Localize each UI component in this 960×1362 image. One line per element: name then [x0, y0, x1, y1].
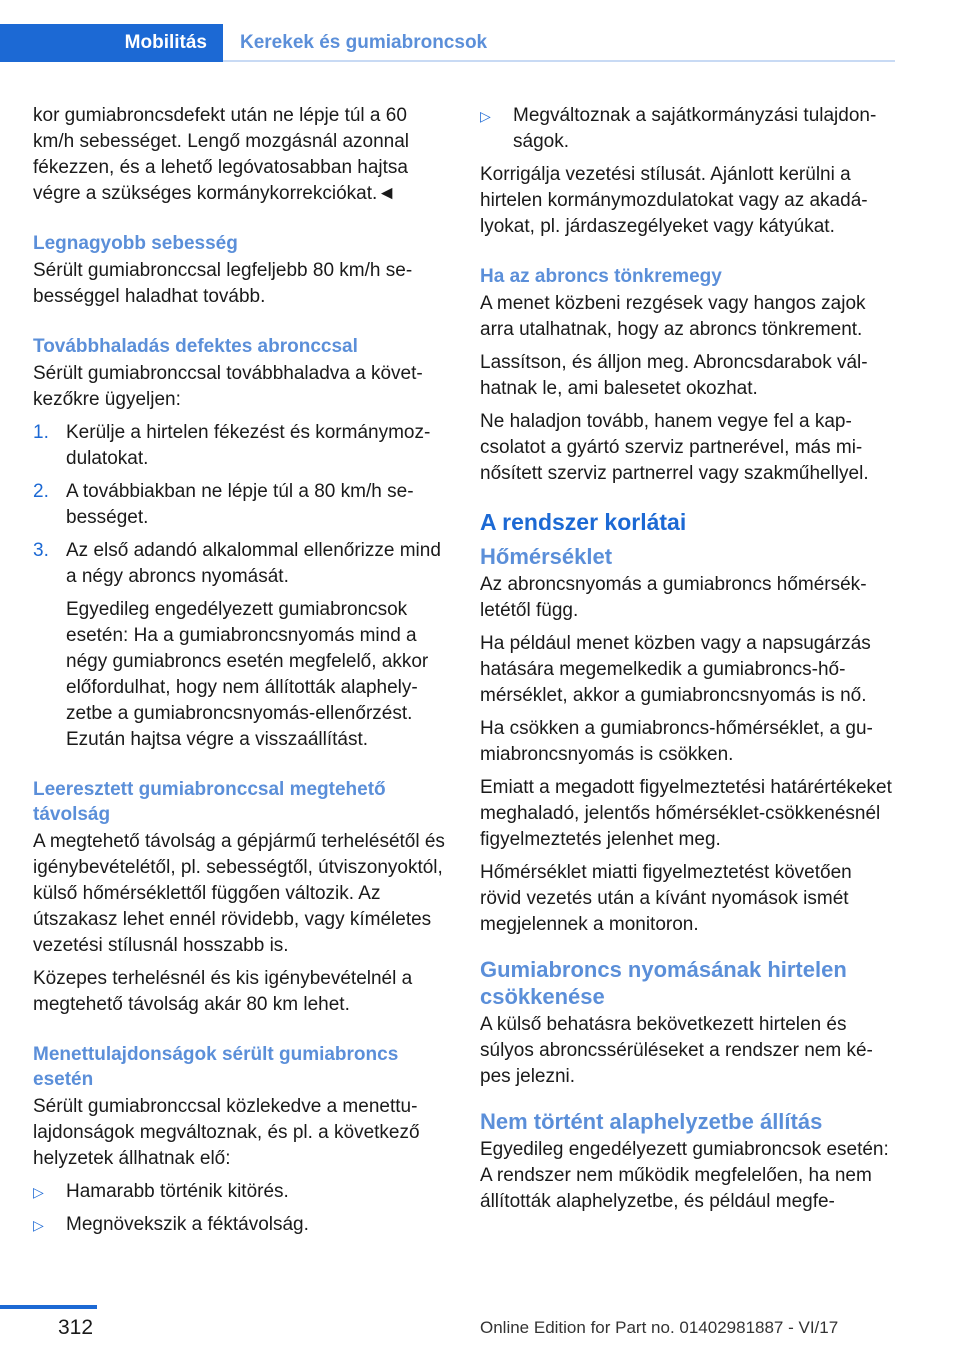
- handling-advice: Korrigálja vezetési stílusát. Ajánlott kerülni a hirtelen kormánymozdulatokat vagy az akadályokat, pl. járdaszegélyeket vagy kátyúkat.: [480, 164, 868, 237]
- bullet-text: Megváltoznak a sajátkormányzási tulajdonságok.: [513, 105, 877, 152]
- left-column: [33, 103, 449, 1245]
- temperature-heading: Hőmérséklet: [480, 544, 613, 569]
- list-number: 3.: [33, 540, 49, 561]
- bullet-item: [33, 1212, 449, 1238]
- range-text-1: A megtehető távolság a gépjármű terhelésétől és igénybevételétől, pl. sebességtől, útviszonyoktól, külső hőmérséklettől függően változik. Az útszakasz lehet ennél rövidebb, vagy kíméletes vezetési stílusnál hosszabb is.: [33, 831, 445, 956]
- no-reset-heading: Nem történt alaphelyzetbe állítás: [480, 1109, 823, 1134]
- no-reset-text: Egyedileg engedélyezett gumiabroncsok esetén: A rendszer nem működik megfelelően, ha nem állították alaphelyzetbe, és például megfe-: [480, 1139, 889, 1212]
- continue-text: Sérült gumiabronccsal továbbhaladva a következőkre ügyeljen:: [33, 363, 423, 410]
- triangle-bullet-icon: ▷: [33, 1217, 44, 1233]
- triangle-bullet-icon: ▷: [480, 108, 491, 124]
- chapter-title: Kerekek és gumiabroncsok: [240, 32, 488, 53]
- range-heading: Leeresztett gumiabronccsal megtehető távolság: [33, 779, 386, 825]
- right-column: [480, 103, 896, 1222]
- destroyed-text-1: A menet közbeni rezgések vagy hangos zajok arra utalhatnak, hogy az abroncs tönkrement.: [480, 293, 866, 340]
- list-item-text: Kerülje a hirtelen fékezést és kormánymozdulatokat.: [66, 422, 431, 469]
- list-number: 1.: [33, 422, 49, 443]
- temperature-text-5: Hőmérséklet miatti figyelmeztetést követően rövid vezetés után a kívánt nyomások ismét megjelennek a monitoron.: [480, 862, 852, 935]
- destroyed-text-2: Lassítson, és álljon meg. Abroncsdarabok válhatnak le, ami balesetet okozhat.: [480, 352, 868, 399]
- max-speed-text: Sérült gumiabronccsal legfeljebb 80 km/h sebességgel haladhat tovább.: [33, 260, 413, 307]
- destroyed-heading: Ha az abroncs tönkremegy: [480, 266, 722, 287]
- handling-heading: Menettulajdonságok sérült gumiabroncs esetén: [33, 1044, 399, 1090]
- pressure-drop-text: A külső behatásra bekövetkezett hirtelen és súlyos abroncssérüléseket a rendszer nem képes jelezni.: [480, 1014, 873, 1087]
- pressure-drop-heading: Gumiabroncs nyomásának hirtelen csökkenése: [480, 957, 847, 1009]
- list-item: [33, 538, 449, 590]
- bullet-text: Hamarabb történik kitörés.: [66, 1181, 289, 1202]
- intro-paragraph: kor gumiabroncsdefekt után ne lépje túl a 60 km/h sebességet. Lengő mozgásnál azonnal fékezzen, és a lehető legóvatosabban hajtsa végre a szükséges kormánykorrekciókat.◄: [33, 105, 410, 204]
- section-tab: Mobilitás: [0, 24, 223, 62]
- list-number: 2.: [33, 481, 49, 502]
- edition-note: Online Edition for Part no. 01402981887 - VI/17: [480, 1318, 839, 1337]
- temperature-text-2: Ha például menet közben vagy a napsugárzás hatására megemelkedik a gumiabroncs-hőmérséklet, akkor a gumiabroncsnyomás is nő.: [480, 633, 871, 706]
- header-rule: [223, 60, 895, 62]
- handling-text: Sérült gumiabronccsal közlekedve a menettulajdonságok megváltoznak, és pl. a következő helyzetek állhatnak elő:: [33, 1096, 420, 1169]
- bullet-item: [33, 1179, 449, 1205]
- page-header: [0, 24, 895, 62]
- bullet-item: [480, 103, 896, 155]
- max-speed-heading: Legnagyobb sebesség: [33, 233, 238, 254]
- continue-heading: Továbbhaladás defektes abronccsal: [33, 336, 358, 357]
- range-text-2: Közepes terhelésnél és kis igénybevételnél a megtehető távolság akár 80 km lehet.: [33, 968, 413, 1015]
- destroyed-text-3: Ne haladjon tovább, hanem vegye fel a kapcsolatot a gyártó szerviz partnerével, más minősített szerviz partnerrel vagy szakműhellyel.: [480, 411, 869, 484]
- temperature-text-4: Emiatt a megadott figyelmeztetési határértékeket meghaladó, jelentős hőmérséklet-csökkenésnél figyelmeztetés jelenhet meg.: [480, 777, 892, 850]
- list-item-text: Az első adandó alkalommal ellenőrizze mind a négy abroncs nyomását.: [66, 540, 441, 587]
- list-item-text: A továbbiakban ne lépje túl a 80 km/h sebességet.: [66, 481, 414, 528]
- list-item-note: Egyedileg engedélyezett gumiabroncsok esetén: Ha a gumiabroncsnyomás mind a négy gumiabroncs esetén megfelelő, akkor előfordulhat, hogy nem állították alaphelyzetbe a gumiabroncsnyomás-ellenőrzést. Ezután hajtsa végre a visszaállítást.: [66, 599, 429, 750]
- temperature-text-3: Ha csökken a gumiabroncs-hőmérséklet, a gumiabroncsnyomás is csökken.: [480, 718, 873, 765]
- footer-rule: [0, 1305, 97, 1309]
- limits-heading: A rendszer korlátai: [480, 509, 687, 535]
- triangle-bullet-icon: ▷: [33, 1184, 44, 1200]
- list-item: [33, 479, 449, 531]
- temperature-text-1: Az abroncsnyomás a gumiabroncs hőmérsékletétől függ.: [480, 574, 867, 621]
- page-number: 312: [58, 1316, 94, 1339]
- list-item: [33, 420, 449, 472]
- bullet-text: Megnövekszik a féktávolság.: [66, 1214, 309, 1235]
